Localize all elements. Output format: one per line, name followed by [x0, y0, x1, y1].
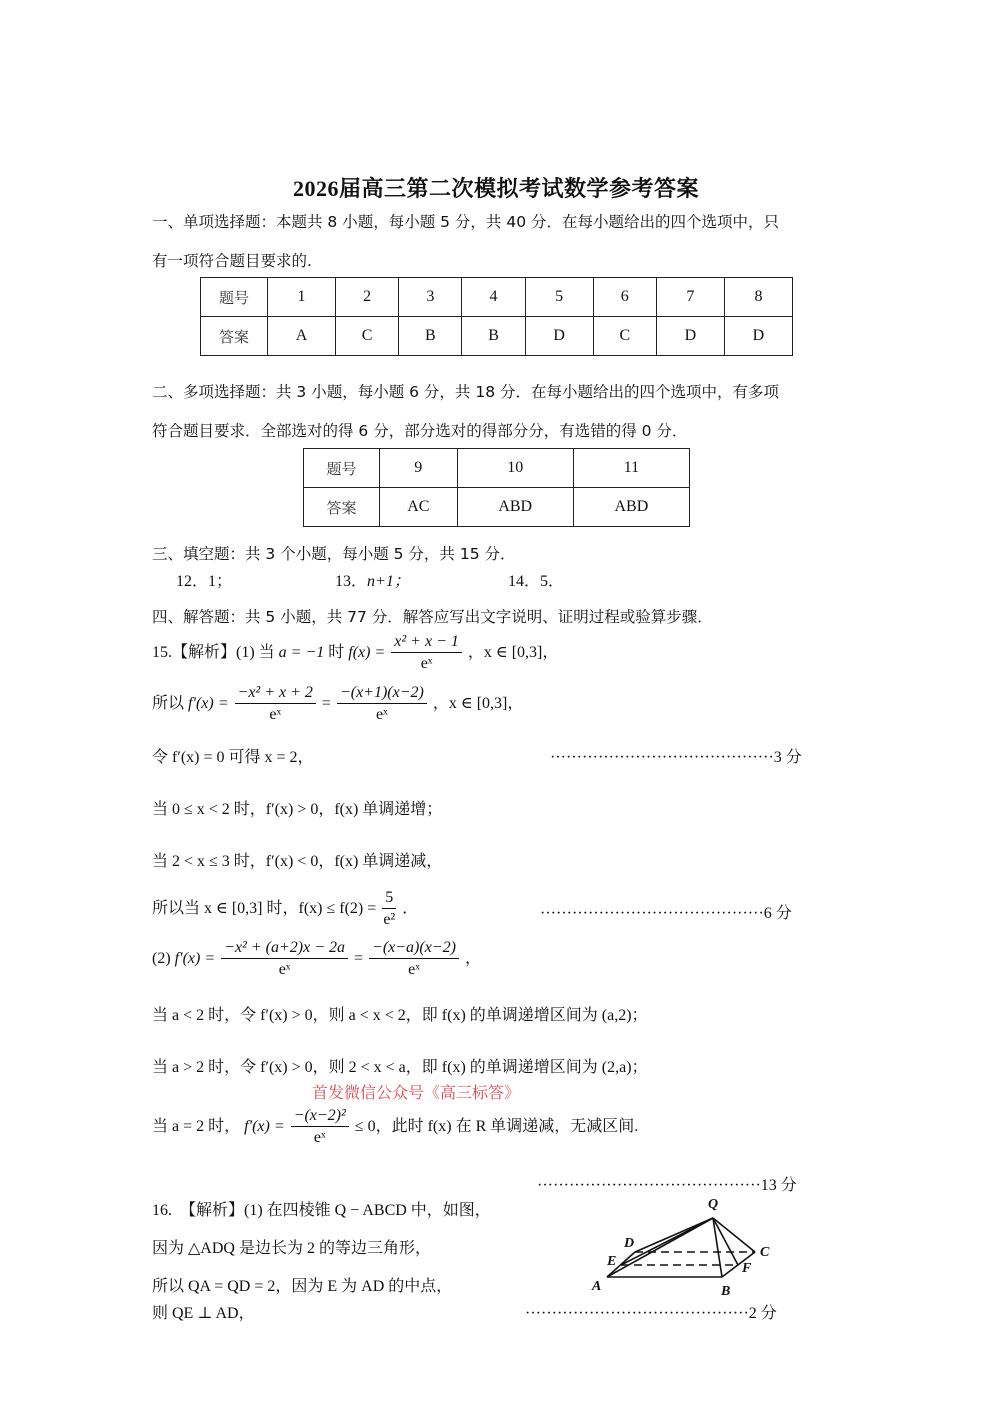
table-cell-answer: B	[399, 317, 462, 356]
q15-case-derivative-lhs: f′(x) =	[244, 1118, 285, 1136]
q15-label: 15.【解析】(1) 当	[152, 644, 275, 662]
table-cell-answer: D	[525, 317, 593, 356]
q15-derivative-fraction-2	[337, 683, 427, 726]
q15-part-2-fraction-1	[221, 938, 348, 981]
score-value: 6 分	[763, 905, 792, 922]
table-cell-question: 5	[525, 278, 593, 317]
q15-line-10	[152, 1106, 638, 1149]
q15-line-5: 当 2 < x ≤ 3 时，f′(x) < 0，f(x) 单调递减，	[152, 853, 443, 870]
q15-line-9: 当 a > 2 时，令 f′(x) > 0，则 2 < x < a，即 f(x) 的单调递增区间为 (2,a)；	[152, 1059, 648, 1076]
table-cell-question: 11	[573, 449, 689, 488]
table-cell-answer: D	[656, 317, 724, 356]
q15-domain: ，x ∈ [0,3]，	[467, 644, 559, 662]
table-row-answers	[304, 488, 690, 527]
table-cell-answer: B	[462, 317, 525, 356]
fill-answer-12: 12．1；	[176, 573, 233, 590]
q16-line-2: 因为 △ADQ 是边长为 2 的等边三角形，	[152, 1240, 431, 1257]
table-cell-question: 10	[457, 449, 573, 488]
q15-part-2-label: (2)	[152, 950, 171, 968]
section-1-heading-cont: 有一项符合题目要求的.	[152, 252, 312, 270]
dot-leader: ··········································	[540, 905, 764, 922]
q15-part-2-derivative-lhs: f′(x) =	[174, 950, 216, 968]
q15-conclusion: ≤ 0，此时 f(x) 在 R 单调递减，无减区间.	[354, 1118, 639, 1136]
table-cell-answer: ABD	[573, 488, 689, 527]
table-row-questions	[304, 449, 690, 488]
fraction-denominator: eˣ	[278, 961, 291, 978]
fraction-denominator: eˣ	[408, 961, 420, 978]
fill-answer-13-value: n+1；	[367, 573, 410, 590]
q15-function-fraction	[391, 632, 462, 675]
table-cell-answer: D	[724, 317, 792, 356]
table-cell-question: 2	[336, 278, 399, 317]
table-cell-question: 3	[399, 278, 462, 317]
table-cell-question: 8	[724, 278, 792, 317]
q15-domain-2: ，x ∈ [0,3]，	[432, 695, 524, 713]
table-cell-question: 4	[462, 278, 525, 317]
q16-line-4: 则 QE ⊥ AD，	[152, 1305, 255, 1322]
table-row-questions	[201, 278, 793, 317]
fraction-denominator: eˣ	[376, 706, 388, 723]
fraction-numerator: −x² + (a+2)x − 2a	[221, 938, 348, 959]
period: ．	[402, 900, 419, 918]
figure-label-F: F	[742, 1261, 752, 1276]
figure-label-C: C	[760, 1245, 770, 1260]
q15-so: 所以	[152, 695, 185, 713]
table-cell-question: 6	[593, 278, 656, 317]
figure-label-Q: Q	[708, 1197, 719, 1212]
q15-case-a-equals-2: 当 a = 2 时，	[152, 1118, 241, 1136]
score-value: 2 分	[748, 1305, 777, 1322]
figure-label-D: D	[624, 1236, 635, 1251]
fraction-numerator: −x² + x + 2	[235, 683, 316, 704]
comma: ，	[464, 950, 481, 968]
table-cell-question: 7	[656, 278, 724, 317]
fill-answer-14: 14．5．	[508, 573, 565, 590]
q15-max-fraction	[382, 888, 396, 931]
fraction-denominator: eˣ	[420, 655, 433, 672]
score-value: 13 分	[760, 1177, 797, 1194]
dot-leader: ··········································	[537, 1177, 761, 1194]
score-marker-2	[525, 1300, 777, 1323]
table-header-question: 题号	[201, 278, 268, 317]
figure-label-E: E	[607, 1254, 617, 1269]
answer-table-multiple-choice	[303, 448, 690, 527]
answer-table-single-choice	[200, 277, 793, 356]
section-2-heading: 二、多项选择题：共 3 小题，每小题 6 分，共 18 分．在每小题给出的四个选项中，有多项	[152, 383, 780, 401]
table-header-answer: 答案	[201, 317, 268, 356]
pyramid-figure	[580, 1190, 780, 1300]
figure-label-B: B	[721, 1284, 731, 1299]
fraction-numerator: −(x−a)(x−2)	[369, 938, 459, 959]
fraction-denominator: eˣ	[269, 706, 282, 723]
table-cell-question: 1	[268, 278, 336, 317]
section-4-heading: 四、解答题：共 5 小题，共 77 分．解答应写出文字说明、证明过程或验算步骤．	[152, 608, 713, 626]
q15-when: 时	[328, 644, 345, 662]
q15-part-2-fraction-2	[369, 938, 459, 981]
fill-answer-13	[335, 568, 410, 591]
table-row-answers	[201, 317, 793, 356]
q15-line-1	[152, 632, 558, 675]
q15-derivative-lhs: f′(x) =	[188, 695, 229, 713]
table-header-answer: 答案	[304, 488, 380, 527]
score-marker-3	[550, 744, 802, 767]
table-cell-answer: ABD	[457, 488, 573, 527]
page-title: 2026届高三第二次模拟考试数学参考答案	[292, 176, 699, 201]
fraction-numerator: −(x−2)²	[291, 1106, 349, 1127]
dot-leader: ··········································	[525, 1305, 749, 1322]
score-value: 3 分	[773, 749, 802, 766]
q16-line-3: 所以 QA = QD = 2，因为 E 为 AD 的中点，	[152, 1278, 453, 1295]
q15-case-fraction	[291, 1106, 349, 1149]
fraction-numerator: x² + x − 1	[391, 632, 462, 653]
table-cell-answer: C	[593, 317, 656, 356]
figure-label-A: A	[592, 1279, 602, 1294]
q15-condition: a = −1	[278, 644, 325, 662]
section-1-heading: 一、单项选择题：本题共 8 小题，每小题 5 分，共 40 分．在每小题给出的四个选项中，只	[152, 213, 780, 231]
fraction-denominator: e²	[383, 911, 396, 928]
watermark-text: 首发微信公众号《高三标答》	[312, 1083, 521, 1102]
edge-QC	[713, 1218, 755, 1252]
q15-derivative-fraction-1	[235, 683, 316, 726]
fraction-numerator: 5	[382, 888, 396, 909]
q15-line-3: 令 f′(x) = 0 可得 x = 2，	[152, 749, 314, 766]
section-3-heading: 三、填空题：共 3 个小题，每小题 5 分，共 15 分．	[152, 545, 516, 563]
section-2-heading-cont: 符合题目要求．全部选对的得 6 分，部分选对的得部分分，有选错的得 0 分．	[152, 422, 688, 440]
q15-line-4: 当 0 ≤ x < 2 时，f′(x) > 0，f(x) 单调递增；	[152, 801, 443, 818]
table-cell-answer: C	[336, 317, 399, 356]
fraction-numerator: −(x+1)(x−2)	[337, 683, 427, 704]
equals-sign: =	[354, 950, 364, 968]
dot-leader: ··········································	[550, 749, 774, 766]
q15-max-statement: 所以当 x ∈ [0,3] 时，f(x) ≤ f(2) =	[152, 900, 377, 918]
q15-line-8: 当 a < 2 时，令 f′(x) > 0，则 a < x < 2，即 f(x) 的单调递增区间为 (a,2)；	[152, 1007, 648, 1024]
q15-function-lhs: f(x) =	[348, 644, 386, 662]
fill-answer-13-number: 13．	[335, 573, 368, 590]
table-cell-question: 9	[380, 449, 458, 488]
table-header-question: 题号	[304, 449, 380, 488]
table-cell-answer: AC	[380, 488, 458, 527]
fraction-denominator: eˣ	[313, 1129, 326, 1146]
q15-line-6	[152, 888, 418, 931]
edge-QE	[621, 1218, 713, 1265]
score-marker-6	[540, 900, 792, 923]
q15-line-2	[152, 683, 523, 726]
q15-line-7	[152, 938, 481, 981]
q16-line-1: 16. 【解析】(1) 在四棱锥 Q − ABCD 中，如图，	[152, 1202, 491, 1219]
table-cell-answer: A	[268, 317, 336, 356]
equals-sign: =	[321, 695, 331, 713]
